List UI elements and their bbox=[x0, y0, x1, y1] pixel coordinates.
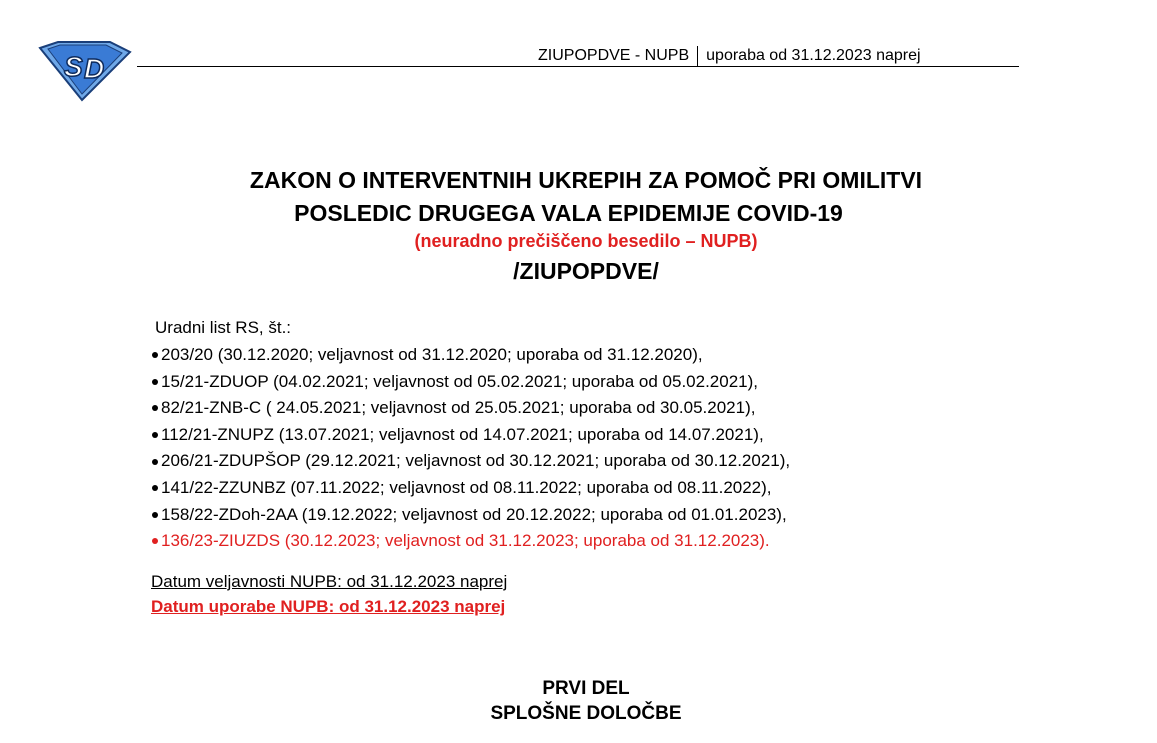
header-use-from: uporaba od 31.12.2023 naprej bbox=[706, 47, 921, 65]
gazette-item-text: 112/21-ZNUPZ (13.07.2021; veljavnost od 14.07.2021; uporaba od 14.07.2021), bbox=[161, 424, 764, 444]
bullet-icon bbox=[152, 405, 158, 411]
bullet-icon bbox=[152, 459, 158, 465]
part-name: SPLOŠNE DOLOČBE bbox=[490, 703, 682, 724]
bullet-icon bbox=[152, 352, 158, 358]
svg-text:S: S bbox=[64, 51, 83, 82]
svg-text:D: D bbox=[84, 53, 105, 84]
gazette-item bbox=[151, 342, 790, 369]
validity-date: Datum veljavnosti NUPB: od 31.12.2023 naprej bbox=[151, 572, 508, 591]
gazette-list bbox=[151, 342, 790, 555]
header-doc-code: ZIUPOPDVE - NUPB bbox=[538, 47, 690, 65]
gazette-item bbox=[151, 395, 790, 422]
bullet-icon bbox=[152, 379, 158, 385]
gazette-item-text: 82/21-ZNB-C ( 24.05.2021; veljavnost od 25.05.2021; uporaba od 30.05.2021), bbox=[161, 398, 756, 418]
bullet-icon bbox=[152, 512, 158, 518]
title-line-2: POSLEDIC DRUGEGA VALA EPIDEMIJE COVID-19 bbox=[294, 200, 843, 226]
running-header bbox=[538, 46, 921, 66]
part-number: PRVI DEL bbox=[542, 678, 630, 699]
gazette-item-latest bbox=[151, 528, 790, 555]
gazette-item bbox=[151, 502, 790, 529]
gazette-item-text: 206/21-ZDUPŠOP (29.12.2021; veljavnost od 30.12.2021; uporaba od 30.12.2021), bbox=[161, 451, 791, 471]
gazette-item-text: 136/23-ZIUZDS (30.12.2023; veljavnost od 31.12.2023; uporaba od 31.12.2023). bbox=[161, 531, 770, 551]
bullet-icon bbox=[152, 485, 158, 491]
gazette-item bbox=[151, 475, 790, 502]
header-separator bbox=[697, 46, 698, 66]
gazette-item bbox=[151, 422, 790, 449]
bullet-icon bbox=[152, 432, 158, 438]
publisher-logo bbox=[30, 40, 134, 102]
title-abbreviation: /ZIUPOPDVE/ bbox=[513, 258, 659, 284]
header-rule bbox=[137, 66, 1019, 67]
gazette-item bbox=[151, 369, 790, 396]
gazette-heading: Uradni list RS, št.: bbox=[155, 318, 292, 337]
gazette-item-text: 203/20 (30.12.2020; veljavnost od 31.12.2020; uporaba od 31.12.2020), bbox=[161, 345, 703, 364]
gazette-item bbox=[151, 448, 790, 475]
bullet-icon bbox=[152, 538, 158, 544]
gazette-item-text: 141/22-ZZUNBZ (07.11.2022; veljavnost od 08.11.2022; uporaba od 08.11.2022), bbox=[161, 477, 772, 497]
gazette-item-text: 15/21-ZDUOP (04.02.2021; veljavnost od 05.02.2021; uporaba od 05.02.2021), bbox=[161, 371, 759, 391]
use-date: Datum uporabe NUPB: od 31.12.2023 naprej bbox=[151, 597, 506, 616]
title-subtitle: (neuradno prečiščeno besedilo – NUPB) bbox=[414, 231, 758, 251]
title-line-1: ZAKON O INTERVENTNIH UKREPIH ZA POMOČ PRI OMILITVI bbox=[249, 167, 923, 193]
gazette-item-text: 158/22-ZDoh-2AA (19.12.2022; veljavnost od 20.12.2022; uporaba od 01.01.2023), bbox=[161, 504, 787, 524]
